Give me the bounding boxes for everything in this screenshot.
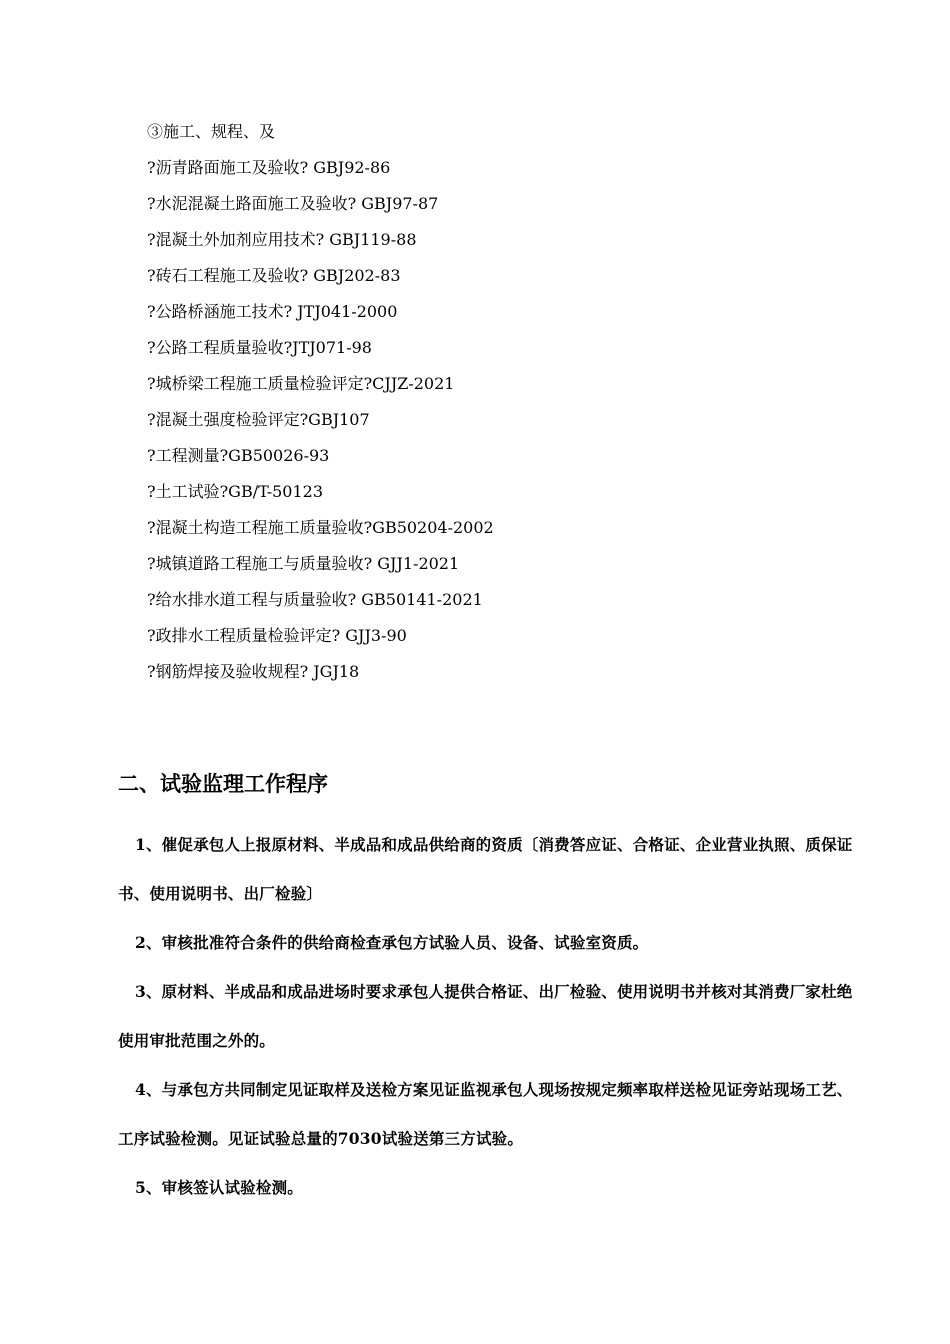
procedure-step: 5、审核签认试验检测。 xyxy=(135,1178,303,1197)
standard-item: ?砖石工程施工及验收? GBJ202-83 xyxy=(147,266,401,285)
standard-item: ?给水排水道工程与质量验收? GB50141-2021 xyxy=(147,590,483,609)
procedure-step: 3、原材料、半成品和成品进场时要求承包人提供合格证、出厂检验、使用说明书并核对其消费厂家杜绝使用审批范围之外的。 xyxy=(118,982,853,1050)
standard-item: ?公路桥涵施工技术? JTJ041-2000 xyxy=(147,302,398,321)
standard-item: ?土工试验?GB/T-50123 xyxy=(147,482,324,501)
procedure-step: 4、与承包方共同制定见证取样及送检方案见证监视承包人现场按规定频率取样送检见证旁站现场工艺、工序试验检测。见证试验总量的7030试验送第三方试验。 xyxy=(118,1080,853,1148)
standard-item: ?公路工程质量验收?JTJ071-98 xyxy=(147,338,372,357)
procedure-step: 1、催促承包人上报原材料、半成品和成品供给商的资质〔消费答应证、合格证、企业营业执照、质保证书、使用说明书、出厂检验〕 xyxy=(118,835,853,903)
standard-item: ?水泥混凝土路面施工及验收? GBJ97-87 xyxy=(147,194,439,213)
standard-item: ?沥青路面施工及验收? GBJ92-86 xyxy=(147,158,391,177)
standards-list xyxy=(147,118,494,694)
standard-item: ?工程测量?GB50026-93 xyxy=(147,446,330,465)
procedure-step: 2、审核批准符合条件的供给商检查承包方试验人员、设备、试验室资质。 xyxy=(135,933,649,952)
standard-item: ?混凝土强度检验评定?GBJ107 xyxy=(147,410,370,429)
standard-item: ?城桥梁工程施工质量检验评定?CJJZ-2021 xyxy=(147,374,455,393)
standard-item: ?混凝土构造工程施工质量验收?GB50204-2002 xyxy=(147,518,494,537)
standards-intro: ③施工、规程、及 xyxy=(147,122,276,141)
standard-item: ?政排水工程质量检验评定? GJJ3-90 xyxy=(147,626,407,645)
standard-item: ?城镇道路工程施工与质量验收? GJJ1-2021 xyxy=(147,554,460,573)
standard-item: ?混凝土外加剂应用技术? GBJ119-88 xyxy=(147,230,417,249)
procedure-list xyxy=(118,820,860,1212)
standard-item: ?钢筋焊接及验收规程? JGJ18 xyxy=(147,662,360,681)
section-heading: 二、试验监理工作程序 xyxy=(118,771,328,796)
